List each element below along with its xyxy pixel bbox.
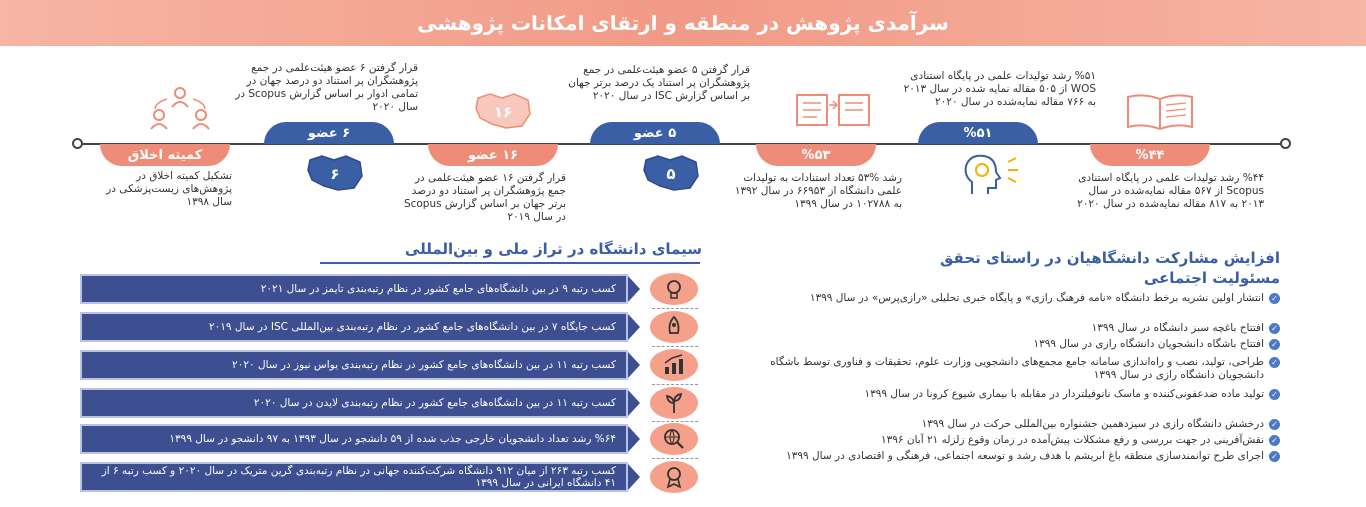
list-item: ✓ افتتاح باشگاه دانشجویان دانشگاه رازی در سال ۱۳۹۹ xyxy=(740,338,1280,351)
lightbulb-head-icon xyxy=(950,152,1030,196)
book-icon xyxy=(1120,90,1200,132)
ranking-separator xyxy=(652,346,698,347)
top-text-6-members: قرار گرفتن ۶ عضو هیئت‌علمی در جمع پژوهشگران پر استناد دو درصد جهان در تمامی ادوار بر اساس گزارش Scopus در سال ۲۰۲۰ xyxy=(235,62,418,113)
ranking-row xyxy=(80,388,640,418)
iran-map-icon xyxy=(304,152,366,194)
badge-44: %۴۴ xyxy=(1090,144,1210,166)
bottom-text-ethics: تشکیل کمیته اخلاق در پژوهش‌های زیست‌پزشکی در سال ۱۳۹۸ xyxy=(106,170,232,208)
participation-title-line1: افزایش مشارکت دانشگاهیان در راستای تحقق xyxy=(940,249,1280,267)
bottom-text-53: رشد %۵۳ تعداد استنادات به تولیدات علمی دانشگاه از ۶۶۹۵۳ در سال ۱۳۹۲ به ۱۰۲۷۸۸ در سال ۱۳۹۹ xyxy=(734,172,902,210)
check-icon: ✓ xyxy=(1269,357,1280,368)
check-icon: ✓ xyxy=(1269,293,1280,304)
iran-map-icon xyxy=(472,90,534,132)
iran-map-icon xyxy=(640,152,702,194)
list-item: ✓ درخشش دانشگاه رازی در سیزدهمین جشنواره بین‌المللی حرکت در سال ۱۳۹۹ xyxy=(740,418,1280,431)
ranking-text: کسب جایگاه ۷ در بین دانشگاه‌های جامع کشور در نظام رتبه‌بندی بین‌المللی ISC در سال ۲۰۱۹ xyxy=(208,321,616,333)
svg-text:۶: ۶ xyxy=(330,165,340,183)
check-icon: ✓ xyxy=(1269,389,1280,400)
ranking-row xyxy=(80,274,640,304)
people-cycle-icon xyxy=(140,84,220,134)
ranking-text: %۶۴ رشد تعداد دانشجویان خارجی جذب شده از ۵۹ دانشجو در سال ۱۳۹۳ به ۹۷ دانشجو در سال ۱۳۹۹ xyxy=(169,433,616,445)
ranking-bar xyxy=(80,388,628,418)
check-icon: ✓ xyxy=(1269,339,1280,350)
check-icon: ✓ xyxy=(1269,419,1280,430)
badge-5-members: ۵ عضو xyxy=(590,122,720,144)
badge-ethics-committee: کمیته اخلاق xyxy=(100,144,230,166)
badge-53: %۵۳ xyxy=(756,144,876,166)
badge-6-members: ۶ عضو xyxy=(264,122,394,144)
ranking-row xyxy=(80,424,640,454)
timeline-start-dot xyxy=(72,138,83,149)
list-item: ✓ انتشار اولین نشریه برخط دانشگاه «نامه فرهنگ رازی» و پایگاه خبری تحلیلی «رازی‌پرس» در سال ۱۳۹۹ xyxy=(740,292,1280,305)
rankings-underline xyxy=(320,262,700,264)
ranking-bar xyxy=(80,274,628,304)
badge-51: %۵۱ xyxy=(918,122,1038,144)
list-item: ✓ طراحی، تولید، نصب و راه‌اندازی سامانه جامع مجمع‌های دانشجویی وزارت علوم، تحقیقات و فناوری توسط باشگاه دانشجویان دانشگاه رازی در سال ۱۳۹۹ xyxy=(740,356,1280,382)
ranking-bar xyxy=(80,462,628,492)
participation-title xyxy=(760,248,1280,288)
participation-title-line2: مسئولیت اجتماعی xyxy=(1143,269,1280,287)
top-text-5-members: قرار گرفتن ۵ عضو هیئت‌علمی در جمع پژوهشگران پر استناد یک درصد برتر جهان بر اساس گزارش ISC در سال ۲۰۲۰ xyxy=(568,64,750,102)
ranking-bar xyxy=(80,312,628,342)
lightbulb-icon xyxy=(650,273,698,305)
ranking-text: کسب رتبه ۲۶۳ از میان ۹۱۲ دانشگاه شرکت‌کننده جهانی در نظام رتبه‌بندی گرین متریک در سال ۲۰۲۰ و کسب رتبه ۶ از ۴۱ دانشگاه ایرانی در سال ۱۳۹۹ xyxy=(101,465,616,489)
ranking-arrow xyxy=(628,352,640,378)
ranking-arrow xyxy=(628,314,640,340)
ranking-text: کسب رتبه ۱۱ در بین دانشگاه‌های جامع کشور در نظام رتبه‌بندی یواس نیوز در سال ۲۰۲۰ xyxy=(232,359,616,371)
globe-magnifier-icon xyxy=(650,423,698,455)
ranking-bar xyxy=(80,350,628,380)
ranking-bar xyxy=(80,424,628,454)
rankings-title: سیمای دانشگاه در تراز ملی و بین‌المللی xyxy=(404,240,702,258)
list-item: ✓ اجرای طرح توانمندسازی منطقه باغ ابریشم با هدف رشد و توسعه اجتماعی، فرهنگی و اقتصادی در سال ۱۳۹۹ xyxy=(740,450,1280,463)
check-icon: ✓ xyxy=(1269,323,1280,334)
growth-chart-icon xyxy=(650,349,698,381)
page-title: سرآمدی پژوهش در منطقه و ارتقای امکانات پژوهشی xyxy=(417,11,949,35)
list-item: ✓ افتتاح باغچه سبز دانشگاه در سال ۱۳۹۹ xyxy=(740,322,1280,335)
rocket-icon xyxy=(650,311,698,343)
ranking-arrow xyxy=(628,464,640,490)
svg-text:۱۶: ۱۶ xyxy=(493,103,513,121)
plant-icon xyxy=(650,387,698,419)
timeline-end-dot xyxy=(1280,138,1291,149)
documents-icon xyxy=(788,90,878,130)
ranking-row xyxy=(80,350,640,380)
ranking-separator xyxy=(652,458,698,459)
list-item: ✓ نقش‌آفرینی در جهت بررسی و رفع مشکلات پیش‌آمده در زمان وقوع زلزله ۲۱ آبان ۱۳۹۶ xyxy=(740,434,1280,447)
bottom-text-16-members: قرار گرفتن ۱۶ عضو هیئت‌علمی در جمع پژوهشگران پر استناد دو درصد برتر جهان بر اساس گزارش Scopus در سال ۲۰۱۹ xyxy=(403,172,566,223)
ranking-separator xyxy=(652,308,698,309)
check-icon: ✓ xyxy=(1269,435,1280,446)
svg-text:۵: ۵ xyxy=(666,165,676,183)
ranking-row xyxy=(80,462,640,492)
ranking-separator xyxy=(652,384,698,385)
ranking-text: کسب رتبه ۱۱ در بین دانشگاه‌های جامع کشور در نظام رتبه‌بندی لایدن در سال ۲۰۲۰ xyxy=(253,397,616,409)
ranking-text: کسب رتبه ۹ در بین دانشگاه‌های جامع کشور در نظام رتبه‌بندی تایمز در سال ۲۰۲۱ xyxy=(260,283,616,295)
ranking-arrow xyxy=(628,390,640,416)
check-icon: ✓ xyxy=(1269,451,1280,462)
award-icon xyxy=(650,461,698,493)
header-banner xyxy=(0,0,1366,46)
ranking-row xyxy=(80,312,640,342)
ranking-separator xyxy=(652,421,698,422)
ranking-arrow xyxy=(628,276,640,302)
list-item: ✓ تولید ماده ضدعفونی‌کننده و ماسک نانوفیلتردار در مقابله با بیماری شیوع کرونا در سال ۱۳۹۹ xyxy=(740,388,1280,401)
badge-16-members: ۱۶ عضو xyxy=(428,144,558,166)
ranking-arrow xyxy=(628,426,640,452)
top-text-51: %۵۱ رشد تولیدات علمی در پایگاه استنادی WOS از ۵۰۵ مقاله نمایه شده در سال ۲۰۱۳ به ۷۶۶ مقاله نمایه‌شده در سال ۲۰۲۰ xyxy=(903,70,1096,108)
bottom-text-44: %۴۴ رشد تولیدات علمی در پایگاه استنادی Scopus از ۵۶۷ مقاله نمایه‌شده در سال ۲۰۱۳ به ۸۱۷ مقاله نمایه‌شده در سال ۲۰۲۰ xyxy=(1077,172,1264,210)
